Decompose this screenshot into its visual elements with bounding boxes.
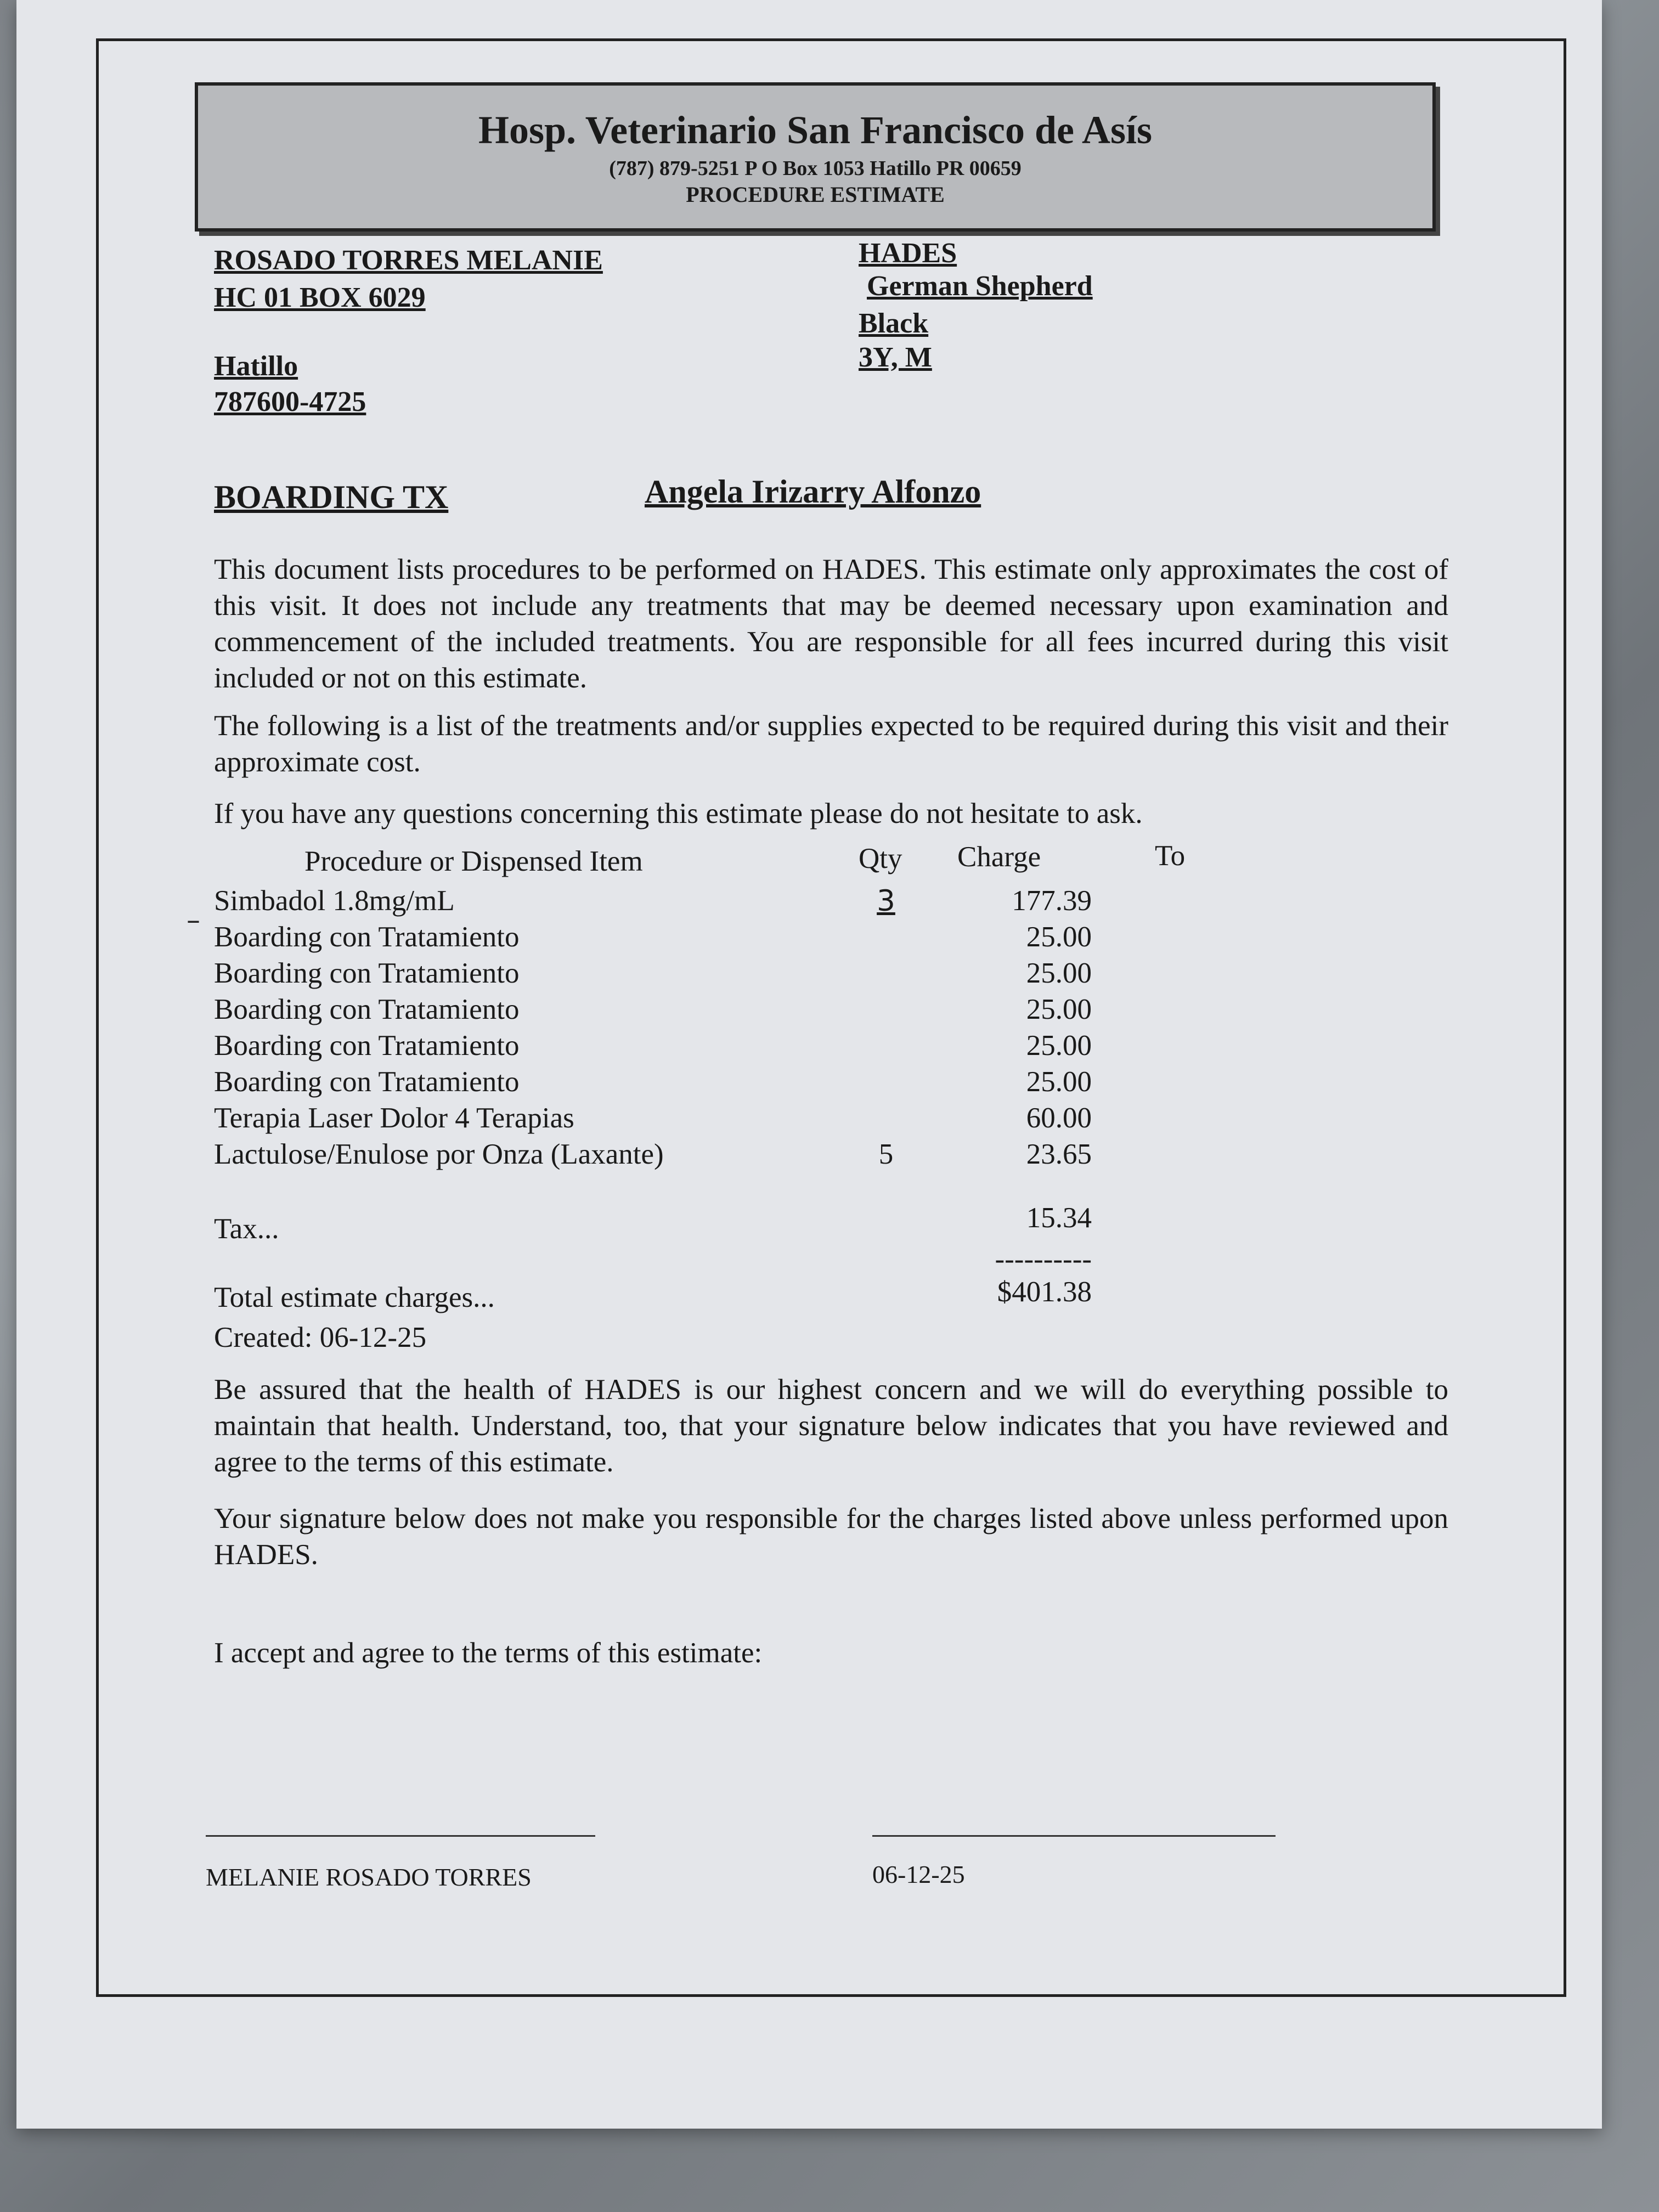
total-separator: ---------- (995, 1243, 1092, 1275)
row-charge: 25.00 (1026, 921, 1092, 953)
table-row (214, 993, 1092, 1029)
patient-age-sex: 3Y, M (859, 342, 932, 373)
row-charge: 177.39 (1012, 885, 1092, 917)
table-row (214, 884, 1092, 921)
intro-paragraph: This document lists procedures to be performed on HADES. This estimate only approximates the cost of this visit. It does not include any treatments that may be deemed necessary upon examination and commencement of the included treatments. You are responsible for all fees incurred during this visit included or not on this estimate. (214, 554, 1448, 694)
patient-color: Black (859, 308, 929, 339)
clinic-contact: (787) 879-5251 P O Box 1053 Hatillo PR 00659 (609, 157, 1022, 180)
table-row (214, 1138, 1092, 1174)
row-item: Lactulose/Enulose por Onza (Laxante) (214, 1138, 664, 1170)
list-intro-paragraph: The following is a list of the treatments and/or supplies expected to be required during this visit and their approximate cost. (214, 710, 1448, 778)
table-row (214, 1029, 1092, 1065)
clinic-header (195, 82, 1436, 232)
clinic-name: Hosp. Veterinario San Francisco de Asís (478, 108, 1153, 152)
tax-amount: 15.34 (1026, 1202, 1092, 1234)
patient-breed: German Shepherd (867, 270, 1093, 302)
client-city: Hatillo (214, 351, 298, 382)
date-signature-line (872, 1835, 1276, 1837)
document-type: PROCEDURE ESTIMATE (686, 182, 945, 207)
table-row (214, 1102, 1092, 1138)
client-name: ROSADO TORRES MELANIE (214, 245, 603, 276)
total-amount: $401.38 (997, 1276, 1092, 1308)
client-phone: 787600-4725 (214, 386, 366, 417)
row-item: Boarding con Tratamiento (214, 1030, 520, 1062)
table-row (214, 921, 1092, 957)
row-charge: 23.65 (1026, 1138, 1092, 1170)
separator-row (214, 1243, 1092, 1279)
total-label: Total estimate charges... (214, 1282, 495, 1313)
column-qty-header: Qty (859, 843, 902, 874)
row-charge: 60.00 (1026, 1102, 1092, 1134)
estimate-title: BOARDING TX (214, 479, 449, 515)
responsibility-paragraph: Your signature below does not make you responsible for the charges listed above unless performed upon HADES. (214, 1503, 1448, 1571)
column-charge-header: Charge (957, 841, 1041, 873)
row-charge: 25.00 (1026, 1066, 1092, 1098)
signer-name: MELANIE ROSADO TORRES (206, 1863, 532, 1891)
client-address: HC 01 BOX 6029 (214, 282, 426, 313)
row-charge: 25.00 (1026, 994, 1092, 1025)
estimate-page (16, 0, 1602, 2129)
row-item: Terapia Laser Dolor 4 Terapias (214, 1102, 574, 1134)
row-charge: 25.00 (1026, 957, 1092, 989)
row-qty: 5 (878, 1138, 894, 1170)
total-row (214, 1276, 1092, 1317)
questions-paragraph: If you have any questions concerning this estimate please do not hesitate to ask. (214, 798, 1143, 830)
row-item: Boarding con Tratamiento (214, 994, 520, 1025)
row-item: Boarding con Tratamiento (214, 1066, 520, 1098)
column-to-header: To (1155, 840, 1186, 872)
row-item: Boarding con Tratamiento (214, 921, 520, 953)
handwritten-check-icon: – (187, 904, 200, 936)
table-row (214, 1065, 1092, 1102)
tax-label: Tax... (214, 1213, 279, 1245)
row-item: Boarding con Tratamiento (214, 957, 520, 989)
table-row (214, 957, 1092, 993)
row-charge: 25.00 (1026, 1030, 1092, 1062)
patient-name: HADES (859, 238, 957, 269)
doctor-name: Angela Irizarry Alfonzo (645, 473, 981, 510)
accept-statement: I accept and agree to the terms of this estimate: (214, 1637, 763, 1669)
row-qty: 3 (877, 884, 895, 918)
signature-date: 06-12-25 (872, 1860, 965, 1888)
column-item-header: Procedure or Dispensed Item (304, 845, 643, 877)
client-signature-line (206, 1835, 595, 1837)
assurance-paragraph: Be assured that the health of HADES is our highest concern and we will do everything possible to maintain that health. Understand, too, that your signature below indicates that you have reviewed and agree to the terms of this estimate. (214, 1374, 1448, 1478)
row-item: Simbadol 1.8mg/mL (214, 885, 455, 917)
created-date: Created: 06-12-25 (214, 1322, 427, 1353)
